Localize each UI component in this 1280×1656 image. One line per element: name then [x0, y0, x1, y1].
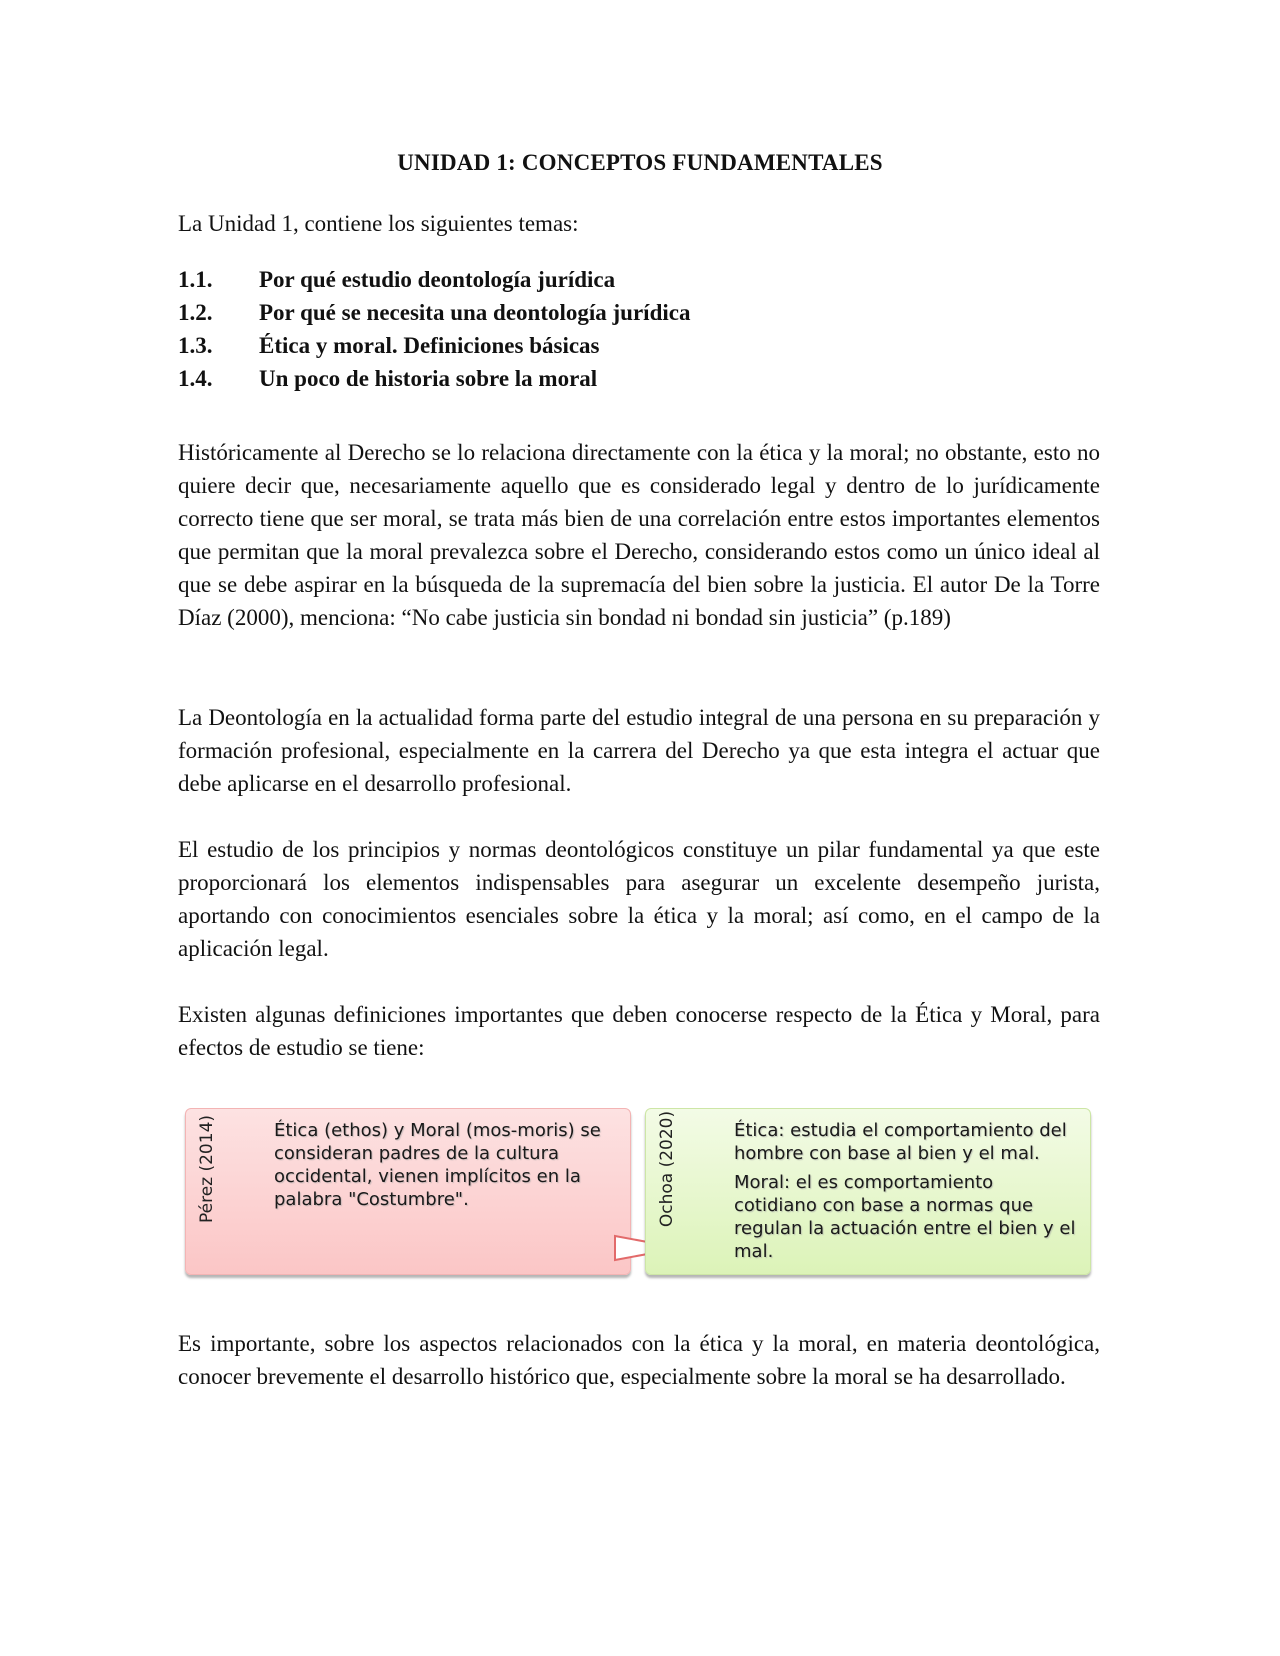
ochoa-definition-card	[645, 1108, 1091, 1275]
topic-number: 1.3.	[178, 333, 213, 358]
paragraph-history: Históricamente al Derecho se lo relaciona directamente con la ética y la moral; no obstante, esto no quiere decir que, necesariamente aquello que es considerado legal y dentro de lo jurídicamente correcto tiene que ser moral, se trata más bien de una correlación entre estos importantes elementos que permitan que la moral prevalezca sobre el Derecho, considerando estos como un único ideal al que se debe aspirar en la búsqueda de la supremacía del bien sobre la justicia. El autor De la Torre Díaz (2000), menciona: “No cabe justicia sin bondad ni bondad sin justicia” (p.189)	[178, 440, 1100, 630]
topic-item	[178, 263, 1100, 296]
topic-number: 1.2.	[178, 300, 213, 325]
topic-label: Un poco de historia sobre la moral	[259, 366, 598, 391]
perez-definition-text: Ética (ethos) y Moral (mos-moris) se consideran padres de la cultura occidental, vienen implícitos en la palabra "Costumbre".	[274, 1120, 601, 1210]
topic-item	[178, 362, 1100, 395]
perez-author-text: Pérez (2014)	[197, 1114, 217, 1224]
ochoa-author-text: Ochoa (2020)	[657, 1110, 677, 1228]
paragraph-historical-development: Es importante, sobre los aspectos relacionados con la ética y la moral, en materia deontológica, conocer brevemente el desarrollo histórico que, especialmente sobre la moral se ha desarrollado.	[178, 1331, 1100, 1389]
topic-label: Por qué estudio deontología jurídica	[259, 267, 616, 292]
topic-number: 1.1.	[178, 267, 213, 292]
ochoa-author-label	[654, 1109, 680, 1229]
paragraph-deontology: La Deontología en la actualidad forma parte del estudio integral de una persona en su preparación y formación profesional, especialmente en la carrera del Derecho ya que esta integra el actuar que debe aplicarse en el desarrollo profesional.	[178, 705, 1100, 796]
unit-title: UNIDAD 1: CONCEPTOS FUNDAMENTALES	[397, 150, 883, 175]
topic-label: Ética y moral. Definiciones básicas	[259, 333, 600, 358]
intro-text: La Unidad 1, contiene los siguientes temas:	[178, 211, 579, 236]
definitions-diagram	[185, 1108, 1090, 1278]
paragraph-principles: El estudio de los principios y normas deontológicos constituye un pilar fundamental ya que este proporcionará los elementos indispensables para asegurar un excelente desempeño jurista, aportando con conocimientos esenciales sobre la ética y la moral; así como, en el campo de la aplicación legal.	[178, 837, 1100, 961]
topic-list	[178, 263, 1100, 395]
paragraph-definitions: Existen algunas definiciones importantes que deben conocerse respecto de la Ética y Moral, para efectos de estudio se tiene:	[178, 1002, 1100, 1060]
moral-definition: Moral: el es comportamiento cotidiano con base a normas que regulan la actuación entre el bien y el mal.	[734, 1172, 1076, 1262]
topic-number: 1.4.	[178, 366, 213, 391]
ochoa-definition-text	[734, 1119, 1079, 1269]
perez-definition-card	[185, 1108, 631, 1275]
topic-label: Por qué se necesita una deontología jurídica	[259, 300, 691, 325]
topic-item	[178, 329, 1100, 362]
topic-item	[178, 296, 1100, 329]
etica-definition: Ética: estudia el comportamiento del hombre con base al bien y el mal.	[734, 1120, 1067, 1164]
perez-author-label	[194, 1109, 220, 1229]
